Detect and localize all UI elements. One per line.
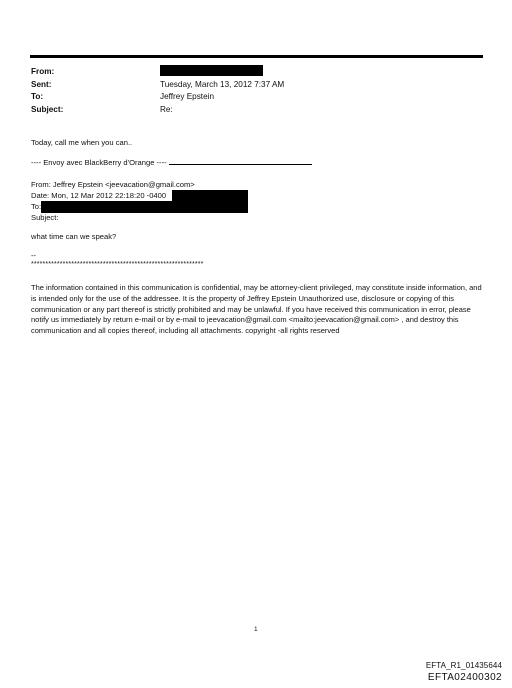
fwd-to (31, 201, 248, 212)
signature-underline (169, 157, 312, 165)
from-row (31, 66, 284, 79)
subject-row (31, 104, 284, 117)
fwd-date-text: Date: Mon, 12 Mar 2012 22:18:20 -0400 (31, 191, 167, 200)
page-number: 1 (254, 626, 258, 633)
sent-row (31, 79, 284, 92)
sent-label: Sent: (31, 79, 52, 89)
fwd-to-label: To: (31, 202, 42, 211)
subject-value: Re: (160, 104, 173, 114)
to-label: To: (31, 92, 44, 101)
envoy-line (31, 157, 312, 168)
fwd-date (31, 190, 248, 201)
fwd-dashdash: -- (31, 251, 37, 260)
fwd-subject: Subject: (31, 213, 59, 222)
efta-stamp: EFTA02400302 (427, 672, 502, 683)
to-value: Jeffrey Epstein (160, 92, 215, 101)
redaction-bar (160, 65, 263, 76)
body-line: Today, call me when you can.. (31, 138, 133, 147)
sent-value: Tuesday, March 13, 2012 7:37 AM (160, 79, 285, 89)
from-label: From: (31, 67, 55, 76)
fwd-stars: ************************************************************ (31, 261, 204, 268)
top-rule (30, 55, 483, 58)
forwarded-message (31, 179, 248, 269)
disclaimer-paragraph: The information contained in this communication is confidential, may be attorney-client privileged, may constitute inside information, and is intended only for the use of the addressee. It is the property of Jeffrey Epstein Unauthorized use, disclosure or copying of this communication or any part thereof is strictly prohibited and may be unlawful. If you have received this communication in error, please notify us immediately by return e-mail or by e-mail to jeevacation@gmail.com <mailto:jeevacation@gmail.com> , and destroy this communication and all copies thereof, including all attachments. copyright -all rights reserved (31, 283, 482, 336)
efta-r1-stamp: EFTA_R1_01435644 (425, 661, 502, 670)
envoy-text: ---- Envoy avec BlackBerry d'Orange ---- (31, 158, 167, 167)
fwd-from: From: Jeffrey Epstein <jeevacation@gmail.com> (31, 180, 195, 189)
subject-label: Subject: (31, 104, 64, 114)
email-header (31, 66, 284, 116)
fwd-message: what time can we speak? (31, 232, 117, 241)
redaction-bar (41, 201, 248, 213)
to-row (31, 91, 284, 104)
from-value (160, 66, 263, 79)
